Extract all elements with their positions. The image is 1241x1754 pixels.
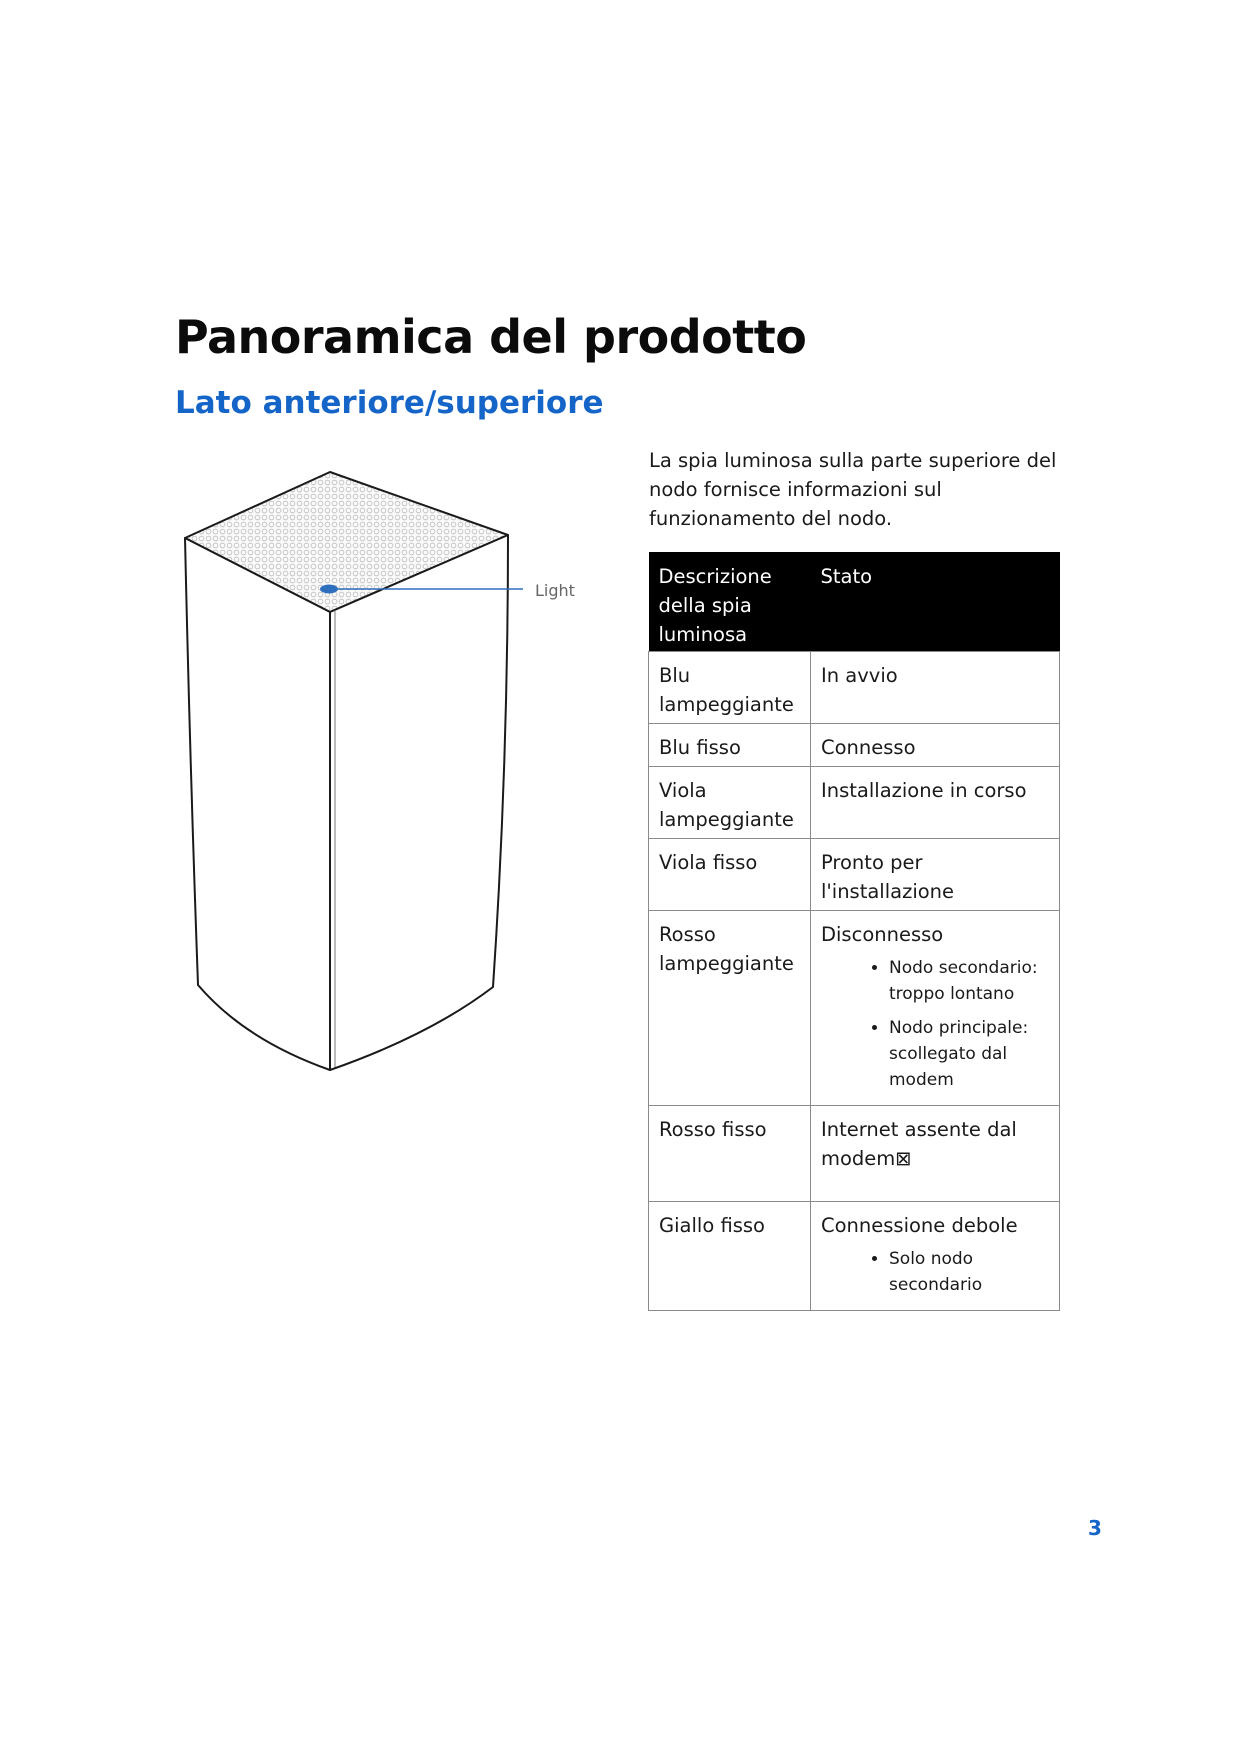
status-bullet-list bbox=[821, 1246, 1049, 1298]
header-description: Descrizione della spia luminosa bbox=[649, 552, 811, 652]
status-light-icon bbox=[320, 585, 338, 594]
status-bullet: • Solo nodo secondario bbox=[889, 1246, 1049, 1298]
row-description: Blu lampeggiante bbox=[649, 652, 811, 724]
row-description: Viola lampeggiante bbox=[649, 767, 811, 839]
node-illustration bbox=[170, 465, 590, 1095]
node-right-face bbox=[330, 535, 508, 1070]
row-description: Rosso lampeggiante bbox=[649, 911, 811, 1106]
row-status-text: Disconnesso bbox=[821, 923, 944, 946]
status-bullet-list bbox=[821, 955, 1049, 1093]
row-status-text: Connesso bbox=[821, 736, 916, 759]
row-status-text: In avvio bbox=[821, 664, 898, 687]
status-bullet: • Nodo secondario: troppo lontano bbox=[889, 955, 1049, 1007]
table-row bbox=[649, 652, 1060, 724]
status-bullet: • Nodo principale: scollegato dal modem bbox=[889, 1015, 1049, 1093]
table-row bbox=[649, 839, 1060, 911]
table-row bbox=[649, 1106, 1060, 1202]
light-callout-label: Light bbox=[535, 581, 575, 600]
row-status bbox=[811, 767, 1060, 839]
table-header-row bbox=[649, 552, 1060, 652]
table-row bbox=[649, 724, 1060, 767]
row-description: Blu fisso bbox=[649, 724, 811, 767]
table-row bbox=[649, 767, 1060, 839]
row-status bbox=[811, 652, 1060, 724]
intro-text: La spia luminosa sulla parte superiore del nodo fornisce informazioni sul funzionamento del nodo. bbox=[649, 449, 1057, 530]
row-description: Rosso fisso bbox=[649, 1106, 811, 1202]
row-status-text: Pronto per l'installazione bbox=[821, 851, 955, 903]
row-status-text: Internet assente dal modem⊠ bbox=[821, 1118, 1017, 1170]
row-description: Viola fisso bbox=[649, 839, 811, 911]
row-status bbox=[811, 839, 1060, 911]
row-status bbox=[811, 1202, 1060, 1311]
section-title: Lato anteriore/superiore bbox=[175, 385, 604, 421]
row-status bbox=[811, 911, 1060, 1106]
page-title: Panoramica del prodotto bbox=[175, 310, 807, 364]
row-description: Giallo fisso bbox=[649, 1202, 811, 1311]
node-left-face bbox=[185, 538, 330, 1070]
row-status-text: Connessione debole bbox=[821, 1214, 1018, 1237]
row-status-text: Installazione in corso bbox=[821, 779, 1027, 802]
page-number: 3 bbox=[1088, 1516, 1102, 1540]
table-row bbox=[649, 911, 1060, 1106]
table-row bbox=[649, 1202, 1060, 1311]
row-status bbox=[811, 724, 1060, 767]
led-status-table bbox=[648, 552, 1060, 1311]
row-status bbox=[811, 1106, 1060, 1202]
header-status: Stato bbox=[811, 552, 1060, 652]
